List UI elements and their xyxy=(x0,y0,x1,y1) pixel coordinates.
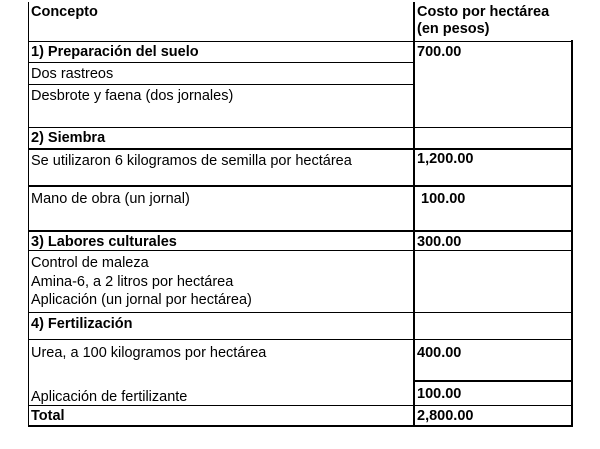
row-label: Desbrote y faena (dos jornales) xyxy=(31,88,234,104)
row-label: Amina-6, a 2 litros por hectárea xyxy=(31,274,234,290)
rule xyxy=(28,405,573,406)
row-cost: 400.00 xyxy=(417,345,462,361)
rule xyxy=(28,84,415,85)
rule xyxy=(28,185,573,187)
rule xyxy=(413,380,573,382)
section-title: 2) Siembra xyxy=(31,130,106,146)
rule xyxy=(28,41,573,42)
row-label: Urea, a 100 kilogramos por hectárea xyxy=(31,345,267,361)
row-label: Aplicación (un jornal por hectárea) xyxy=(31,292,252,308)
column-divider xyxy=(413,2,415,426)
header-concept: Concepto xyxy=(31,4,98,20)
header-cost-line1: Costo por hectárea xyxy=(417,4,550,20)
header-cost-line2: (en pesos) xyxy=(417,21,490,37)
row-label: Dos rastreos xyxy=(31,66,114,82)
row-label: Control de maleza xyxy=(31,255,149,271)
rule xyxy=(28,312,573,313)
row-label: Aplicación de fertilizante xyxy=(31,389,188,405)
rule xyxy=(28,127,573,128)
section-cost: 300.00 xyxy=(417,234,462,250)
row-cost: 1,200.00 xyxy=(417,151,474,167)
left-border xyxy=(28,2,29,426)
section-title: 1) Preparación del suelo xyxy=(31,44,199,60)
right-border xyxy=(571,40,573,426)
rule xyxy=(28,250,573,251)
rule xyxy=(28,230,573,232)
rule xyxy=(28,62,415,63)
total-label: Total xyxy=(31,408,65,424)
section-title: 3) Labores culturales xyxy=(31,234,177,250)
section-title: 4) Fertilización xyxy=(31,316,133,332)
row-label: Mano de obra (un jornal) xyxy=(31,191,190,207)
row-label: Se utilizaron 6 kilogramos de semilla por hectárea xyxy=(31,153,352,169)
section-cost: 700.00 xyxy=(417,44,462,60)
rule xyxy=(28,339,573,340)
rule xyxy=(28,148,573,150)
row-cost: 100.00 xyxy=(421,191,466,207)
row-cost: 100.00 xyxy=(417,386,462,402)
total-cost: 2,800.00 xyxy=(417,408,474,424)
rule xyxy=(28,425,573,427)
